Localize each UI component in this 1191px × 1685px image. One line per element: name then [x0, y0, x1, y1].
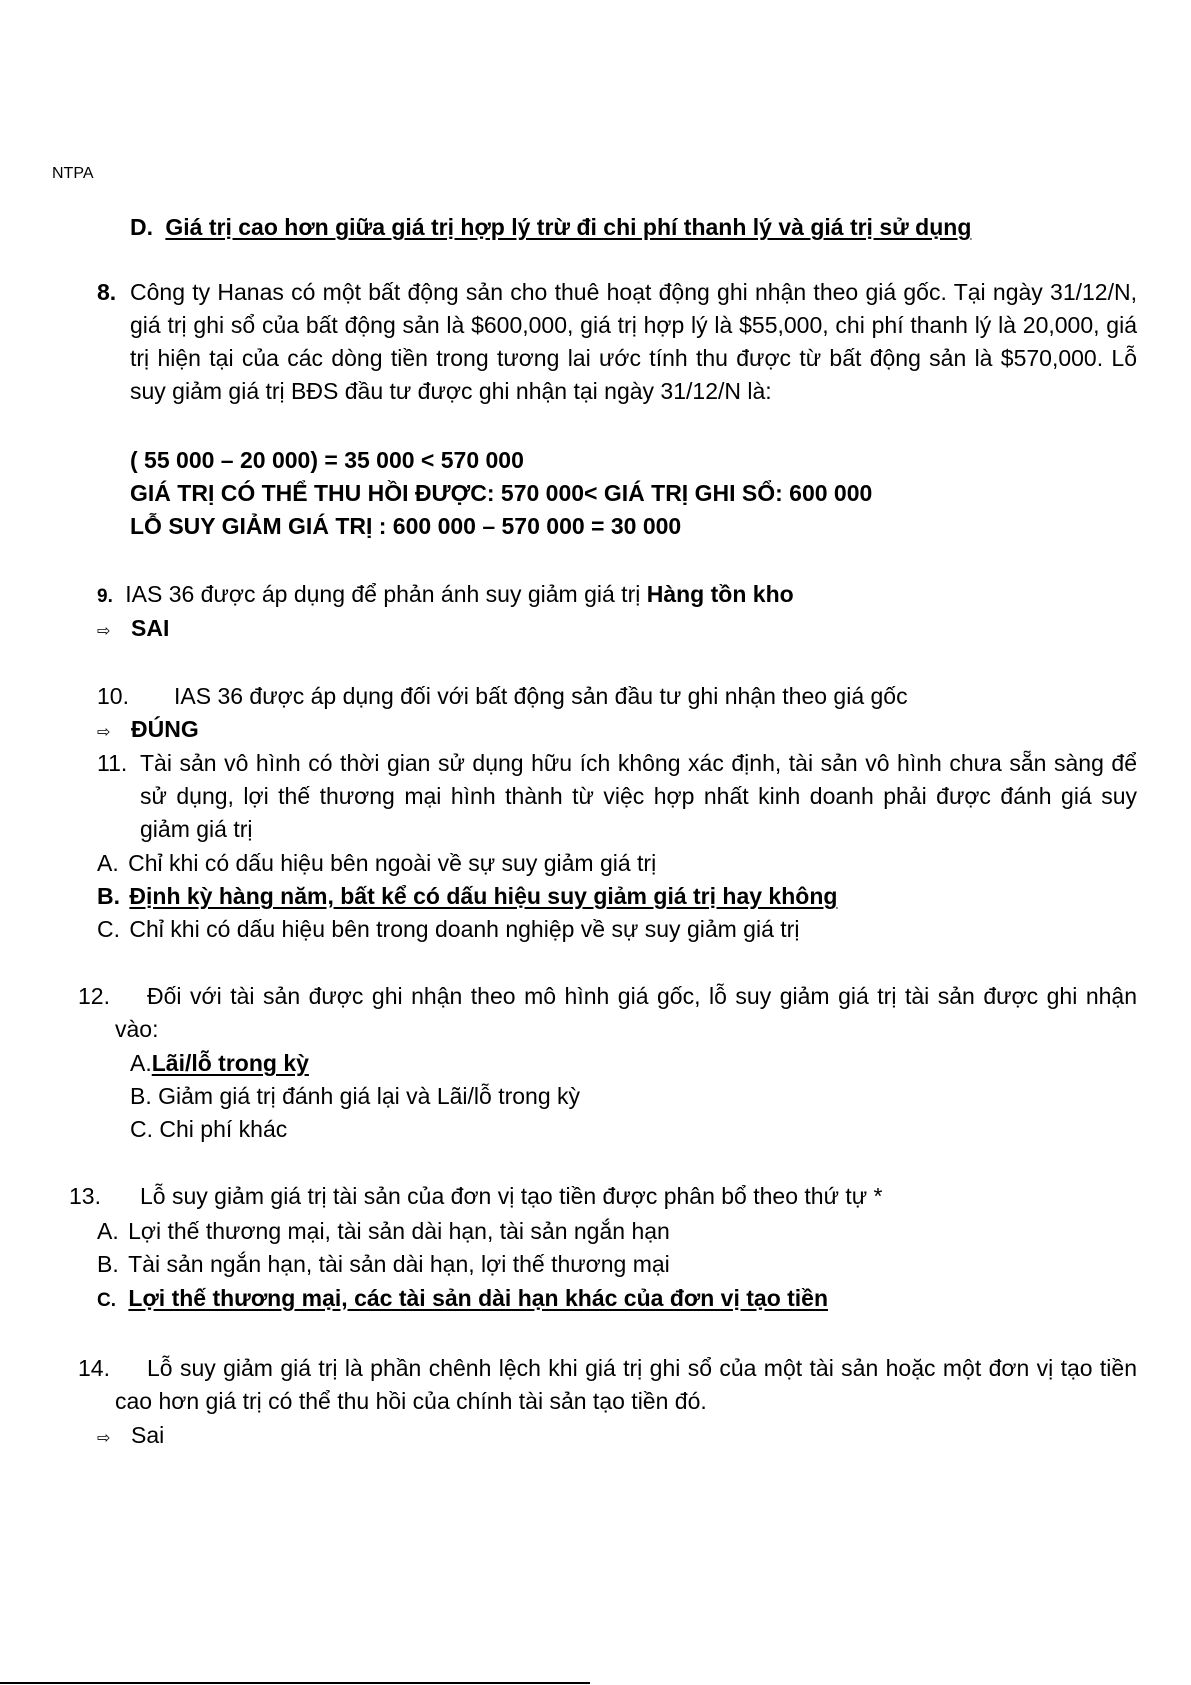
q9-question-bold: Hàng tồn kho — [646, 581, 794, 607]
q13-question-text: Lỗ suy giảm giá trị tài sản của đơn vị tạo tiền được phân bổ theo thứ tự * — [140, 1183, 883, 1209]
q8-number: 8. — [97, 279, 117, 305]
q12-option-a — [130, 1047, 309, 1080]
q9-answer-text: SAI — [131, 615, 170, 641]
q11-option-b-text: Định kỳ hàng năm, bất kể có dấu hiệu suy giảm giá trị hay không — [129, 883, 838, 909]
q7-option-d-letter: D. — [130, 214, 153, 240]
q8-answer-line-2: GIÁ TRỊ CÓ THỂ THU HỒI ĐƯỢC: 570 000< GIÁ TRỊ GHI SỔ: 600 000 — [130, 480, 873, 506]
q14-answer-text: Sai — [131, 1422, 165, 1448]
page-header-label: NTPA — [52, 165, 94, 182]
q12-number: 12. — [78, 983, 110, 1009]
q9-question-text: IAS 36 được áp dụng để phản ánh suy giảm giá trị — [125, 581, 647, 607]
arrow-right-icon: ⇨ — [97, 724, 111, 741]
q13-option-a-letter: A. — [97, 1218, 119, 1244]
q12-option-a-letter: A. — [130, 1050, 152, 1076]
q14-number: 14. — [78, 1355, 110, 1381]
q11-option-c-text: Chỉ khi có dấu hiệu bên trong doanh nghiệp về sự suy giảm giá trị — [129, 916, 800, 942]
q8-answer-line-3: LỖ SUY GIẢM GIÁ TRỊ : 600 000 – 570 000 = 30 000 — [130, 513, 682, 539]
q11-option-c — [97, 913, 799, 946]
q12-option-c: C. Chi phí khác — [130, 1116, 288, 1142]
q10-question-text: IAS 36 được áp dụng đối với bất động sản đầu tư ghi nhận theo giá gốc — [174, 683, 908, 709]
q11-option-a — [97, 847, 656, 880]
q13-option-b-letter: B. — [97, 1251, 119, 1277]
q9-answer — [97, 612, 169, 648]
q14-question-text: Lỗ suy giảm giá trị là phần chênh lệch khi giá trị ghi sổ của một tài sản hoặc một đơn vị tạo tiền cao hơn giá trị có thể thu hồi của chính tài sản tạo tiền đó. — [115, 1355, 1137, 1414]
q11-option-b — [97, 880, 837, 913]
q8-question-text: Công ty Hanas có một bất động sản cho thuê hoạt động ghi nhận theo giá gốc. Tại ngày 31/12/N, giá trị ghi sổ của bất động sản là $600,000, giá trị hợp lý là $55,000, chi phí thanh lý là 20,000, giá trị hiện tại của các dòng tiền trong tương lai ước tính thu được từ bất động sản là $570,000. Lỗ suy giảm giá trị BĐS đầu tư được ghi nhận tại ngày 31/12/N là: — [130, 279, 1137, 404]
arrow-right-icon: ⇨ — [97, 1430, 111, 1447]
q13-option-a — [97, 1215, 670, 1248]
q11-option-a-text: Chỉ khi có dấu hiệu bên ngoài về sự suy giảm giá trị — [128, 850, 657, 876]
q11-number: 11. — [97, 750, 128, 776]
q13-option-c — [97, 1282, 828, 1317]
q13-option-a-text: Lợi thế thương mại, tài sản dài hạn, tài sản ngắn hạn — [128, 1218, 670, 1244]
q8-answer-line-1: ( 55 000 – 20 000) = 35 000 < 570 000 — [130, 447, 524, 473]
q11-question-text: Tài sản vô hình có thời gian sử dụng hữu ích không xác định, tài sản vô hình chưa sẵn sàng để sử dụng, lợi thế thương mại hình thành từ việc hợp nhất kinh doanh phải được đánh giá suy giảm giá trị — [140, 750, 1137, 842]
q11-option-a-letter: A. — [97, 850, 119, 876]
q11-option-b-letter: B. — [97, 883, 120, 909]
q7-option-d — [130, 211, 971, 244]
q10-number: 10. — [97, 683, 129, 709]
footer-rule — [0, 1682, 590, 1684]
q13-option-b-text: Tài sản ngắn hạn, tài sản dài hạn, lợi thế thương mại — [128, 1251, 670, 1277]
q9-number: 9. — [97, 586, 113, 607]
q12-option-b: B. Giảm giá trị đánh giá lại và Lãi/lỗ trong kỳ — [130, 1083, 581, 1109]
q10-answer — [97, 713, 199, 749]
q7-option-d-text: Giá trị cao hơn giữa giá trị hợp lý trừ đi chi phí thanh lý và giá trị sử dụng — [165, 214, 972, 240]
q12-question-text: Đối với tài sản được ghi nhận theo mô hình giá gốc, lỗ suy giảm giá trị tài sản được ghi nhận vào: — [115, 983, 1137, 1042]
arrow-right-icon: ⇨ — [97, 623, 111, 640]
q11-option-c-letter: C. — [97, 916, 120, 942]
q12-option-a-text: Lãi/lỗ trong kỳ — [151, 1050, 309, 1076]
q10-answer-text: ĐÚNG — [131, 716, 199, 742]
q9-question — [97, 578, 794, 613]
q13-option-b — [97, 1248, 670, 1281]
q13-option-c-text: Lợi thế thương mại, các tài sản dài hạn khác của đơn vị tạo tiền — [128, 1285, 829, 1311]
q13-number: 13. — [69, 1183, 101, 1209]
q13-option-c-letter: C. — [97, 1290, 116, 1311]
q14-answer — [97, 1419, 164, 1455]
